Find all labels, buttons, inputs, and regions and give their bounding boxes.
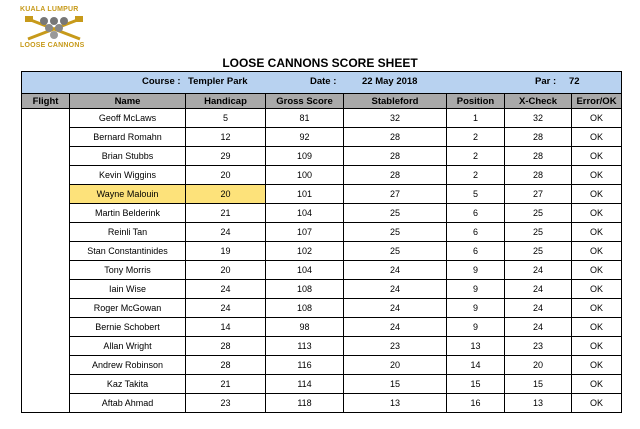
handicap-cell: 28 (186, 356, 266, 375)
handicap-cell: 29 (186, 147, 266, 166)
name-cell: Kevin Wiggins (70, 166, 186, 185)
stableford-cell: 28 (344, 166, 447, 185)
gross-score-cell: 109 (266, 147, 344, 166)
name-cell: Tony Morris (70, 261, 186, 280)
handicap-cell: 19 (186, 242, 266, 261)
position-cell: 2 (447, 128, 505, 147)
stableford-cell: 15 (344, 375, 447, 394)
table-row (22, 375, 622, 394)
header-handicap: Handicap (186, 94, 266, 109)
gross-score-cell: 100 (266, 166, 344, 185)
name-cell: Stan Constantinides (70, 242, 186, 261)
position-cell: 6 (447, 204, 505, 223)
name-cell: Reinli Tan (70, 223, 186, 242)
header-position: Position (447, 94, 505, 109)
club-logo (20, 6, 100, 50)
position-cell: 9 (447, 280, 505, 299)
status-cell: OK (572, 128, 622, 147)
gross-score-cell: 108 (266, 280, 344, 299)
handicap-cell: 12 (186, 128, 266, 147)
name-cell: Bernie Schobert (70, 318, 186, 337)
handicap-cell: 21 (186, 375, 266, 394)
status-cell: OK (572, 166, 622, 185)
x-check-cell: 24 (505, 261, 572, 280)
date-label: Date : (310, 76, 337, 87)
stableford-cell: 13 (344, 394, 447, 413)
stableford-cell: 25 (344, 223, 447, 242)
page-title: LOOSE CANNONS SCORE SHEET (222, 56, 418, 70)
status-cell: OK (572, 318, 622, 337)
table-row (22, 337, 622, 356)
status-cell: OK (572, 394, 622, 413)
stableford-cell: 24 (344, 280, 447, 299)
stableford-cell: 24 (344, 261, 447, 280)
gross-score-cell: 113 (266, 337, 344, 356)
x-check-cell: 25 (505, 204, 572, 223)
position-cell: 16 (447, 394, 505, 413)
stableford-cell: 28 (344, 147, 447, 166)
name-cell: Martin Belderink (70, 204, 186, 223)
gross-score-cell: 101 (266, 185, 344, 204)
status-cell: OK (572, 280, 622, 299)
name-cell: Roger McGowan (70, 299, 186, 318)
table-row (22, 242, 622, 261)
table-row (22, 166, 622, 185)
stableford-cell: 20 (344, 356, 447, 375)
handicap-cell: 24 (186, 299, 266, 318)
x-check-cell: 28 (505, 128, 572, 147)
x-check-cell: 27 (505, 185, 572, 204)
header-x-check: X-Check (505, 94, 572, 109)
position-cell: 9 (447, 318, 505, 337)
table-row (22, 394, 622, 413)
stableford-cell: 32 (344, 109, 447, 128)
par-label: Par : (535, 76, 557, 87)
position-cell: 13 (447, 337, 505, 356)
header-name: Name (70, 94, 186, 109)
name-cell: Allan Wright (70, 337, 186, 356)
handicap-cell: 24 (186, 223, 266, 242)
x-check-cell: 25 (505, 223, 572, 242)
gross-score-cell: 116 (266, 356, 344, 375)
x-check-cell: 13 (505, 394, 572, 413)
name-cell: Brian Stubbs (70, 147, 186, 166)
table-row (22, 318, 622, 337)
stableford-cell: 27 (344, 185, 447, 204)
header-row (22, 94, 622, 109)
status-cell: OK (572, 261, 622, 280)
handicap-cell: 5 (186, 109, 266, 128)
x-check-cell: 20 (505, 356, 572, 375)
x-check-cell: 24 (505, 299, 572, 318)
position-cell: 2 (447, 166, 505, 185)
x-check-cell: 32 (505, 109, 572, 128)
position-cell: 6 (447, 242, 505, 261)
course-label: Course : (142, 76, 181, 87)
header-error-ok: Error/OK (572, 94, 622, 109)
x-check-cell: 24 (505, 318, 572, 337)
stableford-cell: 25 (344, 242, 447, 261)
table-row (22, 261, 622, 280)
gross-score-cell: 108 (266, 299, 344, 318)
name-cell: Andrew Robinson (70, 356, 186, 375)
handicap-cell: 21 (186, 204, 266, 223)
stableford-cell: 28 (344, 128, 447, 147)
table-row (22, 128, 622, 147)
status-cell: OK (572, 337, 622, 356)
status-cell: OK (572, 185, 622, 204)
par-value: 72 (569, 76, 580, 87)
x-check-cell: 15 (505, 375, 572, 394)
date-value: 22 May 2018 (362, 76, 418, 87)
position-cell: 15 (447, 375, 505, 394)
stableford-cell: 23 (344, 337, 447, 356)
table-row (22, 109, 622, 128)
status-cell: OK (572, 356, 622, 375)
score-table (21, 71, 622, 413)
x-check-cell: 24 (505, 280, 572, 299)
status-cell: OK (572, 299, 622, 318)
handicap-cell: 14 (186, 318, 266, 337)
gross-score-cell: 114 (266, 375, 344, 394)
cannons-icon (24, 15, 84, 42)
gross-score-cell: 104 (266, 204, 344, 223)
gross-score-cell: 92 (266, 128, 344, 147)
table-row (22, 356, 622, 375)
table-row (22, 299, 622, 318)
gross-score-cell: 98 (266, 318, 344, 337)
x-check-cell: 28 (505, 166, 572, 185)
logo-text-bottom: LOOSE CANNONS (20, 42, 85, 49)
name-cell: Bernard Romahn (70, 128, 186, 147)
handicap-cell: 20 (186, 261, 266, 280)
course-info-row (22, 72, 622, 94)
status-cell: OK (572, 223, 622, 242)
course-value: Templer Park (188, 76, 248, 87)
table-row (22, 280, 622, 299)
logo-text-top: KUALA LUMPUR (20, 6, 79, 13)
handicap-cell: 23 (186, 394, 266, 413)
name-cell: Iain Wise (70, 280, 186, 299)
status-cell: OK (572, 242, 622, 261)
x-check-cell: 23 (505, 337, 572, 356)
name-cell: Kaz Takita (70, 375, 186, 394)
table-row (22, 185, 622, 204)
table-row (22, 223, 622, 242)
header-stableford: Stableford (344, 94, 447, 109)
gross-score-cell: 118 (266, 394, 344, 413)
header-gross-score: Gross Score (266, 94, 344, 109)
position-cell: 5 (447, 185, 505, 204)
stableford-cell: 25 (344, 204, 447, 223)
status-cell: OK (572, 204, 622, 223)
handicap-cell: 28 (186, 337, 266, 356)
table-row (22, 147, 622, 166)
gross-score-cell: 81 (266, 109, 344, 128)
gross-score-cell: 107 (266, 223, 344, 242)
name-cell: Wayne Malouin (70, 185, 186, 204)
handicap-cell: 20 (186, 185, 266, 204)
gross-score-cell: 102 (266, 242, 344, 261)
x-check-cell: 25 (505, 242, 572, 261)
flight-cell (22, 109, 70, 413)
handicap-cell: 24 (186, 280, 266, 299)
position-cell: 1 (447, 109, 505, 128)
status-cell: OK (572, 375, 622, 394)
name-cell: Geoff McLaws (70, 109, 186, 128)
stableford-cell: 24 (344, 318, 447, 337)
header-flight: Flight (22, 94, 70, 109)
handicap-cell: 20 (186, 166, 266, 185)
status-cell: OK (572, 109, 622, 128)
gross-score-cell: 104 (266, 261, 344, 280)
status-cell: OK (572, 147, 622, 166)
name-cell: Aftab Ahmad (70, 394, 186, 413)
stableford-cell: 24 (344, 299, 447, 318)
position-cell: 9 (447, 261, 505, 280)
position-cell: 6 (447, 223, 505, 242)
table-row (22, 204, 622, 223)
position-cell: 14 (447, 356, 505, 375)
position-cell: 9 (447, 299, 505, 318)
position-cell: 2 (447, 147, 505, 166)
x-check-cell: 28 (505, 147, 572, 166)
